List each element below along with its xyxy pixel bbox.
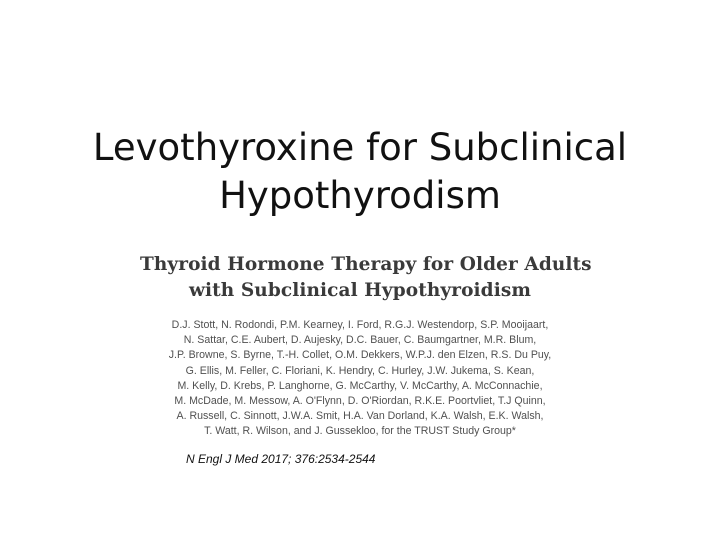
paper-title xyxy=(140,252,592,304)
author-line: G. Ellis, M. Feller, C. Floriani, K. Hendry, C. Hurley, J.W. Jukema, S. Kean, xyxy=(185,364,535,377)
slide-title xyxy=(40,124,680,220)
author-line: M. McDade, M. Messow, A. O'Flynn, D. O'Riordan, R.K.E. Poortvliet, T.J Quinn, xyxy=(174,395,546,408)
author-line: J.P. Browne, S. Byrne, T.-H. Collet, O.M. Dekkers, W.P.J. den Elzen, R.S. Du Puy, xyxy=(168,349,552,362)
journal-citation: N Engl J Med 2017; 376:2534-2544 xyxy=(186,452,376,466)
slide-title-line-2: Hypothyrodism xyxy=(219,174,501,217)
slide-title-line-1: Levothyroxine for Subclinical xyxy=(92,126,628,169)
author-line: A. Russell, C. Sinnott, J.W.A. Smit, H.A. Van Dorland, K.A. Walsh, E.K. Walsh, xyxy=(176,410,544,423)
paper-header-image xyxy=(140,252,592,442)
author-line: M. Kelly, D. Krebs, P. Langhorne, G. McCarthy, V. McCarthy, A. McConnachie, xyxy=(177,379,543,392)
author-line: N. Sattar, C.E. Aubert, D. Aujesky, D.C. Bauer, C. Baumgartner, M.R. Blum, xyxy=(183,334,537,347)
paper-title-line-2: with Subclinical Hypothyroidism xyxy=(188,280,532,301)
paper-title-line-1: Thyroid Hormone Therapy for Older Adults xyxy=(140,254,592,275)
paper-authors xyxy=(140,318,580,440)
author-line: D.J. Stott, N. Rodondi, P.M. Kearney, I. Ford, R.G.J. Westendorp, S.P. Mooijaart, xyxy=(171,319,549,331)
author-line: T. Watt, R. Wilson, and J. Gussekloo, for the TRUST Study Group* xyxy=(204,425,516,438)
